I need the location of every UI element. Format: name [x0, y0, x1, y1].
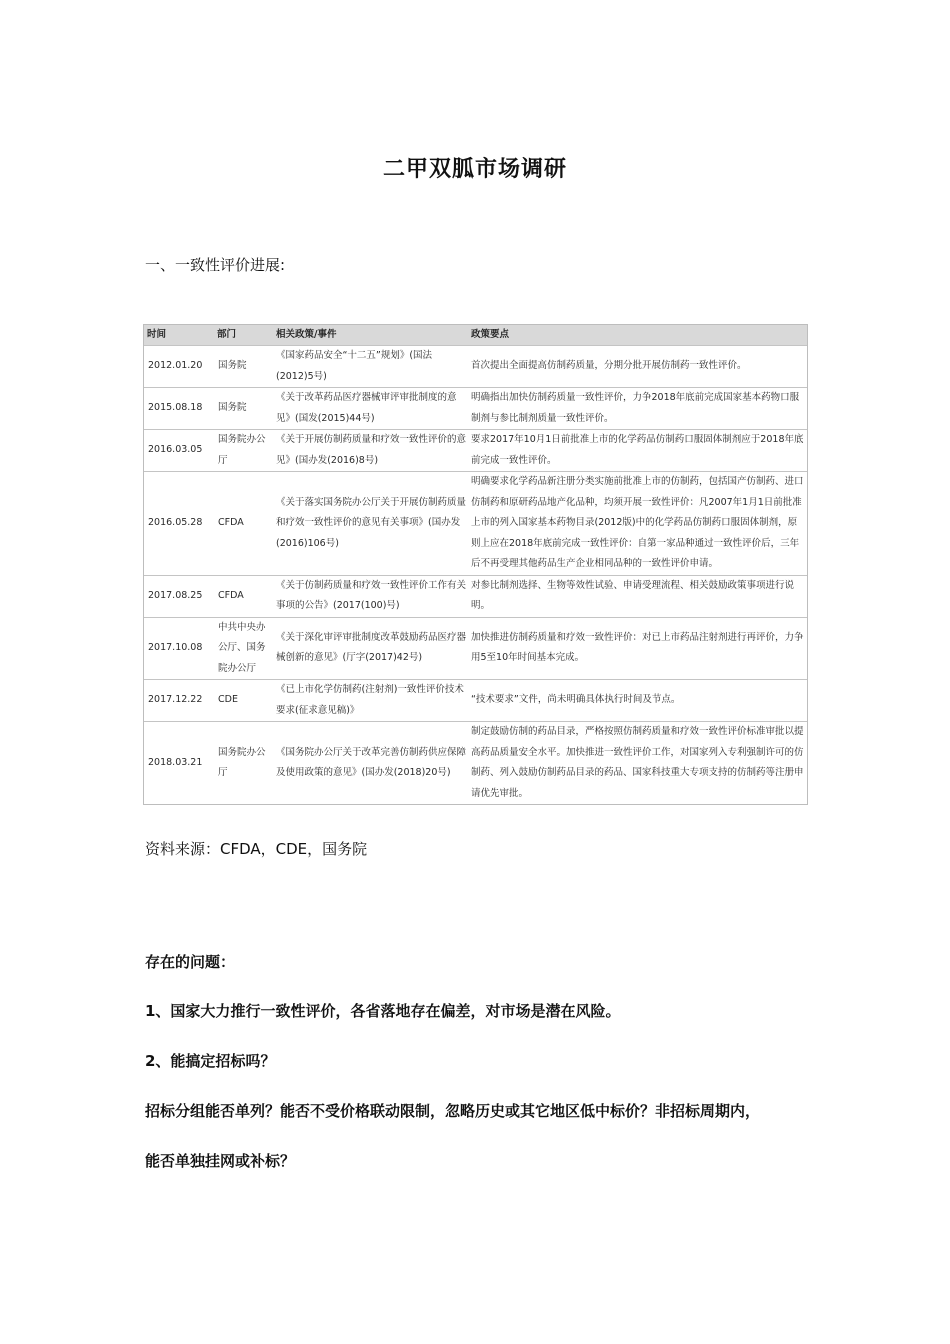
cell-points: 要求2017年10月1日前批准上市的化学药品仿制药口服固体制剂应于2018年底前完成一致性评价。 [468, 430, 807, 472]
problem-2-detail-line-1: 招标分组能否单列？能否不受价格联动限制，忽略历史或其它地区低中标价？非招标周期内， [145, 1102, 761, 1120]
problem-item-1: 1、国家大力推行一致性评价，各省落地存在偏差，对市场是潜在风险。 [145, 1002, 621, 1020]
cell-points: 加快推进仿制药质量和疗效一致性评价：对已上市药品注射剂进行再评价，力争用5至10年时间基本完成。 [468, 617, 807, 680]
document-title: 二甲双胍市场调研 [382, 157, 567, 182]
table-row [144, 388, 807, 430]
cell-points: 制定鼓励仿制的药品目录，严格按照仿制药质量和疗效一致性评价标准审批以提高药品质量安全水平。加快推进一致性评价工作，对国家列入专利强制许可的仿制药、列入鼓励仿制药品目录的药品、国家科技重大专项支持的仿制药等注册申请优先审批。 [471, 726, 804, 799]
cell-policy: 《关于深化审评审批制度改革鼓励药品医疗器械创新的意见》(厅字(2017)42号) [273, 617, 468, 680]
cell-date: 2018.03.21 [148, 756, 203, 768]
cell-dept: 国务院办公厅 [218, 746, 266, 778]
problem-2-detail-line-2: 能否单独挂网或补标？ [145, 1152, 296, 1170]
cell-date: 2017.12.22 [144, 680, 214, 722]
cell-policy: 《关于改革药品医疗器械审评审批制度的意见》(国发(2015)44号) [273, 388, 468, 430]
cell-policy: 《关于开展仿制药质量和疗效一致性评价的意见》(国办发(2016)8号) [273, 430, 468, 472]
table-row [144, 472, 807, 576]
cell-dept: CFDA [214, 472, 273, 576]
table-row [144, 617, 807, 680]
table-row [144, 722, 807, 805]
cell-dept: 中共中央办公厅、国务院办公厅 [214, 617, 273, 680]
cell-policy: 《已上市化学仿制药(注射剂)一致性评价技术要求(征求意见稿)》 [273, 680, 468, 722]
cell-date: 2015.08.18 [144, 388, 214, 430]
header-date: 时间 [144, 325, 214, 346]
cell-policy: 《国务院办公厅关于改革完善仿制药供应保障及使用政策的意见》(国办发(2018)20号) [276, 746, 467, 778]
cell-policy: 《关于仿制药质量和疗效一致性评价工作有关事项的公告》(2017(100)号) [273, 575, 468, 617]
table-row [144, 346, 807, 388]
cell-dept: CFDA [214, 575, 273, 617]
cell-points: 对参比制剂选择、生物等效性试验、申请受理流程、相关鼓励政策事项进行说明。 [468, 575, 807, 617]
cell-policy: 《国家药品安全“十二五”规划》(国法(2012)5号) [273, 346, 468, 388]
cell-points: 明确指出加快仿制药质量一致性评价，力争2018年底前完成国家基本药物口服制剂与参比制剂质量一致性评价。 [468, 388, 807, 430]
table-header-row [144, 325, 807, 346]
cell-dept: 国务院办公厅 [214, 430, 273, 472]
cell-points: 首次提出全面提高仿制药质量，分期分批开展仿制药一致性评价。 [468, 346, 807, 388]
cell-date: 2017.10.08 [144, 617, 214, 680]
cell-policy: 《关于落实国务院办公厅关于开展仿制药质量和疗效一致性评价的意见有关事项》(国办发(2016)106号) [273, 472, 468, 576]
cell-dept: 国务院 [214, 388, 273, 430]
cell-date: 2012.01.20 [144, 346, 214, 388]
header-dept: 部门 [214, 325, 273, 346]
table-row [144, 430, 807, 472]
header-policy: 相关政策/事件 [273, 325, 468, 346]
cell-dept: 国务院 [214, 346, 273, 388]
cell-date: 2017.08.25 [144, 575, 214, 617]
section-heading-consistency: 一、一致性评价进展: [145, 256, 286, 274]
cell-points: “技术要求”文件，尚未明确具体执行时间及节点。 [468, 680, 807, 722]
table-row [144, 575, 807, 617]
cell-points: 明确要求化学药品新注册分类实施前批准上市的仿制药，包括国产仿制药、进口仿制药和原研药品地产化品种，均须开展一致性评价：凡2007年1月1日前批准上市的列入国家基本药物目录(2012版)中的化学药品仿制药口服固体制剂，原则上应在2018年底前完成一致性评价：自第一家品种通过一致性评价后，三年后不再受理其他药品生产企业相同品种的一致性评价申请。 [468, 472, 807, 576]
cell-dept: CDE [214, 680, 273, 722]
header-points: 政策要点 [468, 325, 807, 346]
problem-item-2: 2、能搞定招标吗？ [145, 1052, 276, 1070]
table-row [144, 680, 807, 722]
policy-table-image [143, 324, 808, 805]
data-source-note: 资料来源：CFDA，CDE，国务院 [145, 840, 368, 858]
cell-date: 2016.03.05 [144, 430, 214, 472]
policy-table [144, 325, 807, 804]
cell-date: 2016.05.28 [144, 472, 214, 576]
problems-heading: 存在的问题： [145, 953, 236, 971]
